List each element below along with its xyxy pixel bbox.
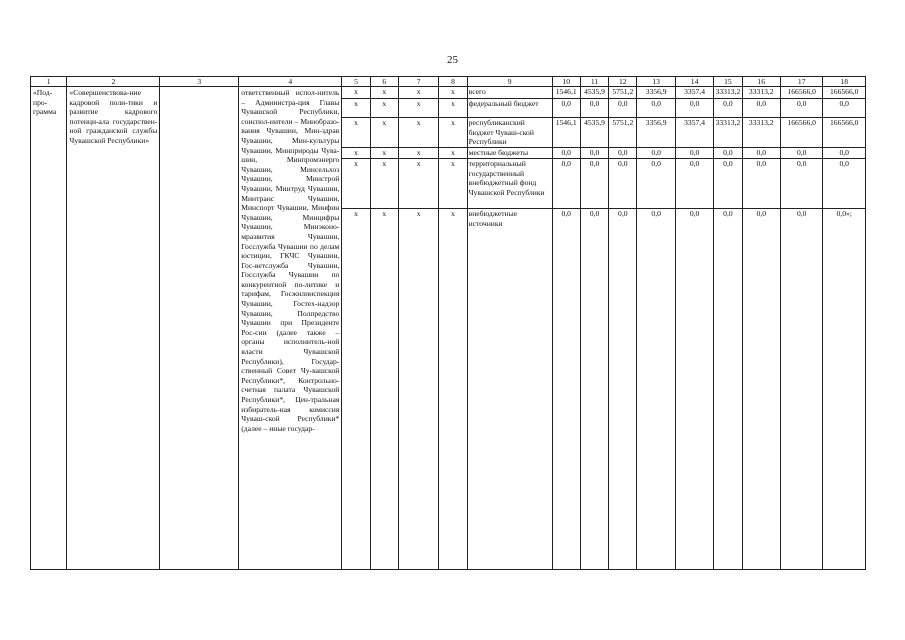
value-cell: 33313,2	[714, 118, 742, 148]
mark-cell: x	[370, 87, 398, 99]
empty-cell	[160, 87, 239, 570]
value-cell: 1546,1	[552, 118, 580, 148]
value-cell: 3356,9	[637, 87, 675, 99]
value-cell: 0,0	[675, 99, 713, 118]
value-cell: 0,0	[580, 99, 608, 118]
value-cell: 166566,0	[780, 87, 822, 99]
value-cell: 0,0	[609, 159, 637, 209]
value-cell: 3357,4	[675, 118, 713, 148]
value-cell: 5751,2	[609, 118, 637, 148]
mark-cell: x	[439, 118, 467, 148]
value-cell: 166566,0	[823, 118, 866, 148]
header-cell: 1	[31, 77, 67, 87]
header-cell: 4	[239, 77, 342, 87]
header-cell: 17	[780, 77, 822, 87]
header-row	[31, 77, 866, 87]
value-cell: 33313,2	[714, 87, 742, 99]
mark-cell: x	[370, 209, 398, 570]
header-cell: 15	[714, 77, 742, 87]
value-cell: 3356,9	[637, 118, 675, 148]
mark-cell: x	[370, 99, 398, 118]
header-cell: 10	[552, 77, 580, 87]
value-cell: 0,0	[742, 148, 780, 159]
value-cell: 0,0	[609, 209, 637, 570]
value-cell: 0,0	[580, 209, 608, 570]
value-cell: 0,0	[637, 99, 675, 118]
mark-cell: x	[398, 159, 438, 209]
source-cell: республиканский бюджет Чуваш-ской Республики	[467, 118, 552, 148]
value-cell: 5751,2	[609, 87, 637, 99]
source-cell: федеральный бюджет	[467, 99, 552, 118]
value-cell: 4535,9	[580, 87, 608, 99]
mark-cell: x	[398, 99, 438, 118]
mark-cell: x	[439, 209, 467, 570]
value-cell: 0,0	[637, 159, 675, 209]
mark-cell: x	[342, 99, 370, 118]
header-cell: 7	[398, 77, 438, 87]
mark-cell: x	[398, 87, 438, 99]
mark-cell: x	[398, 118, 438, 148]
header-cell: 16	[742, 77, 780, 87]
mark-cell: x	[342, 209, 370, 570]
value-cell: 33313,2	[742, 118, 780, 148]
header-cell: 8	[439, 77, 467, 87]
value-cell: 166566,0	[780, 118, 822, 148]
header-cell: 18	[823, 77, 866, 87]
mark-cell: x	[439, 99, 467, 118]
mark-cell: x	[370, 118, 398, 148]
header-cell: 2	[67, 77, 160, 87]
value-cell: 0,0	[714, 148, 742, 159]
mark-cell: x	[342, 148, 370, 159]
value-cell: 33313,2	[742, 87, 780, 99]
value-cell: 0,0	[780, 99, 822, 118]
value-cell: 0,0	[780, 148, 822, 159]
value-cell: 0,0	[823, 99, 866, 118]
value-cell: 3357,4	[675, 87, 713, 99]
value-cell: 0,0	[552, 209, 580, 570]
header-cell: 9	[467, 77, 552, 87]
subprogram-status-cell: «Под-про-грамма	[31, 87, 67, 570]
value-cell: 166566,0	[823, 87, 866, 99]
mark-cell: x	[398, 148, 438, 159]
mark-cell: x	[370, 148, 398, 159]
budget-table	[30, 76, 866, 570]
header-cell: 6	[370, 77, 398, 87]
header-cell: 14	[675, 77, 713, 87]
value-cell: 0,0	[552, 159, 580, 209]
mark-cell: x	[342, 87, 370, 99]
value-cell: 4535,9	[580, 118, 608, 148]
page-number: 25	[447, 54, 458, 66]
mark-cell: x	[439, 159, 467, 209]
header-cell: 5	[342, 77, 370, 87]
subprogram-name-cell: «Совершенствова-ние кадровой поли-тики и развитие кадрового потенци-ала государствен-ной гражданской службы Чувашской Республики»	[67, 87, 160, 570]
source-cell: внебюджетные источники	[467, 209, 552, 570]
mark-cell: x	[370, 159, 398, 209]
value-cell: 0,0»;	[823, 209, 866, 570]
mark-cell: x	[342, 118, 370, 148]
value-cell: 0,0	[580, 148, 608, 159]
value-cell: 0,0	[675, 159, 713, 209]
table-row	[31, 87, 866, 99]
value-cell: 0,0	[675, 148, 713, 159]
value-cell: 0,0	[742, 209, 780, 570]
value-cell: 0,0	[742, 159, 780, 209]
value-cell: 0,0	[823, 148, 866, 159]
header-cell: 12	[609, 77, 637, 87]
value-cell: 0,0	[823, 159, 866, 209]
source-cell: территориальный государственный внебюджетный фонд Чувашской Республики	[467, 159, 552, 209]
value-cell: 0,0	[714, 209, 742, 570]
value-cell: 0,0	[637, 209, 675, 570]
source-cell: всего	[467, 87, 552, 99]
source-cell: местные бюджеты	[467, 148, 552, 159]
value-cell: 0,0	[609, 148, 637, 159]
value-cell: 0,0	[580, 159, 608, 209]
value-cell: 0,0	[742, 99, 780, 118]
value-cell: 0,0	[552, 148, 580, 159]
value-cell: 0,0	[714, 159, 742, 209]
value-cell: 0,0	[714, 99, 742, 118]
value-cell: 0,0	[637, 148, 675, 159]
mark-cell: x	[439, 87, 467, 99]
mark-cell: x	[342, 159, 370, 209]
mark-cell: x	[439, 148, 467, 159]
value-cell: 0,0	[675, 209, 713, 570]
header-cell: 11	[580, 77, 608, 87]
mark-cell: x	[398, 209, 438, 570]
value-cell: 0,0	[780, 209, 822, 570]
value-cell: 1546,1	[552, 87, 580, 99]
value-cell: 0,0	[780, 159, 822, 209]
value-cell: 0,0	[609, 99, 637, 118]
header-cell: 13	[637, 77, 675, 87]
header-cell: 3	[160, 77, 239, 87]
value-cell: 0,0	[552, 99, 580, 118]
executors-cell: ответственный испол-нитель – Администра-ция Главы Чувашской Республики, соиспол-нители – Минобразо-вания Чувашии, Мин-здрав Чувашии, Мин-культуры Чувашии, Минприроды Чува-шии, Минпромэнерго Чувашии, Минсельхоз Чувашии, Минстрой Чувашии, Минтруд Чувашии, Минтранс Чувашии, Минспорт Чувашии, Минфин Чувашии, Минцифры Чувашии, Минэконо-мразвития Чувашии, Госслужба Чувашии по делам юстиции, ГКЧС Чувашии, Гос-ветслужба Чувашии, Госслужба Чувашии по конкурентной по-литике и тарифам, Госжилинспекция Чувашии, Гостех-надзор Чувашии, Полпредство Чувашии при Президенте Рос-сии (далее также – органы исполнитель-ной власти Чувашской Республики), Государ-ственный Совет Чу-вашской Республики*, Контрольно-счетная палата Чувашской Республики*, Цен-тральная избиратель-ная комиссия Чуваш-ской Республики* (далее – иные государ-	[239, 87, 342, 570]
